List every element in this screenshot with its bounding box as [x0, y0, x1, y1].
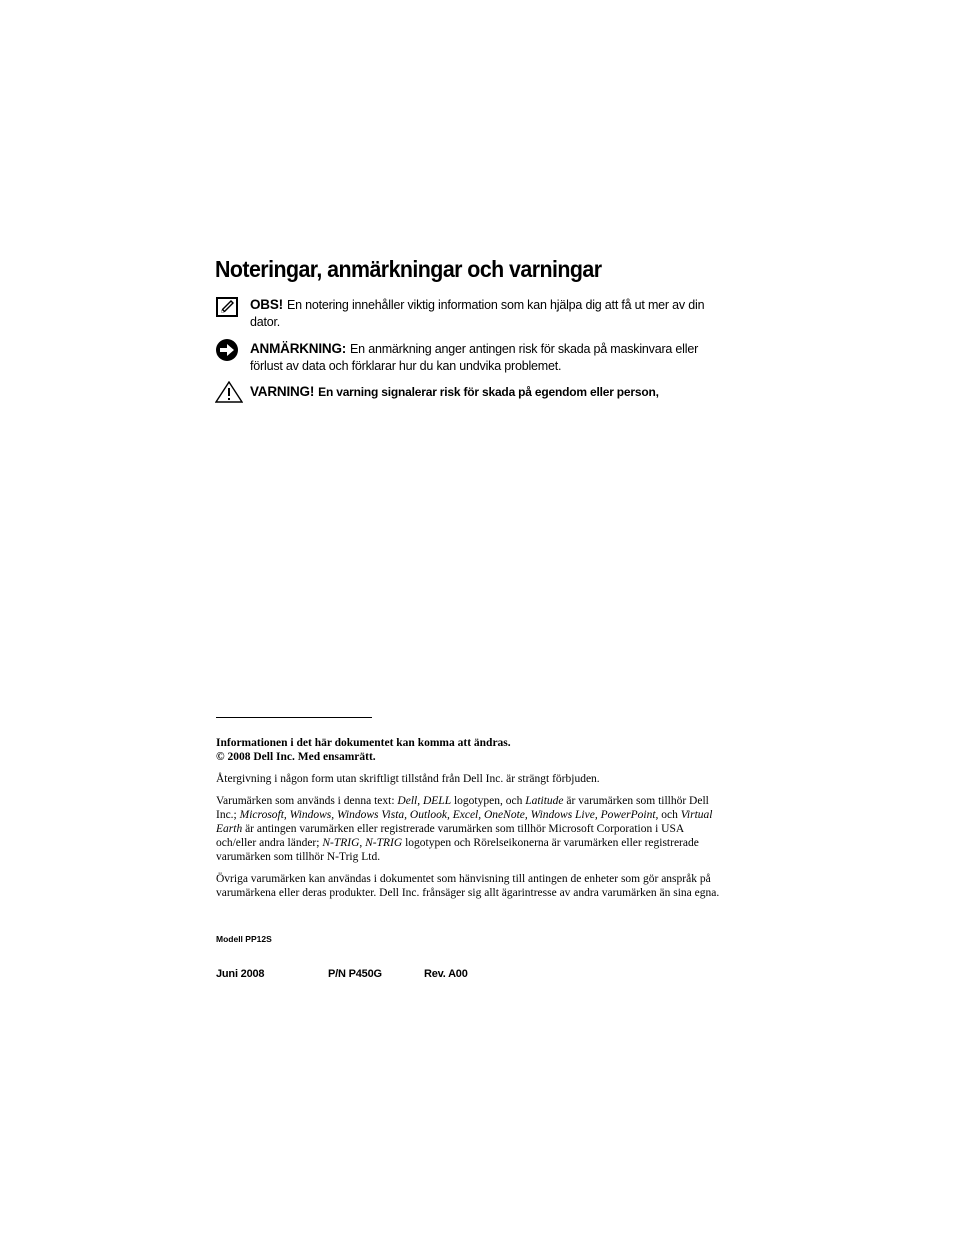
tm-virtual-earth: Virtual Earth [216, 809, 713, 835]
notice-arrow-icon [215, 338, 239, 367]
tm-text-1: Varumärken som används i denna text: [216, 795, 398, 807]
anmarkning-note [215, 340, 725, 375]
tm-ntrig-2: N-TRIG [365, 837, 403, 849]
warning-triangle-icon [215, 381, 243, 408]
copyright: © 2008 Dell Inc. Med ensamrätt. [216, 751, 376, 763]
tm-text-8: logotypen och Rörelseikonerna är varumärken eller registrerade varumärken som tillhör N-Trig Ltd. [216, 837, 699, 863]
tm-ntrig-1: N-TRIG [322, 837, 360, 849]
separator-rule [216, 717, 372, 718]
reproduction-notice: Återgivning i någon form utan skriftligt tillstånd från Dell Inc. är strängt förbjuden. [216, 773, 600, 785]
obs-body: En notering innehåller viktig information som kan hjälpa dig att få ut mer av din dator. [250, 298, 705, 329]
change-notice: Informationen i det här dokumentet kan komma att ändras. [216, 737, 511, 749]
varning-note-text [250, 383, 725, 401]
tm-text-5: och [658, 809, 681, 821]
other-trademarks: Övriga varumärken kan användas i dokumentet som hänvisning till antingen de enheter som gör anspråk på varumärkena eller deras produkter. Dell Inc. frånsäger sig allt ägarintresse av andra varumärken än sina egna. [216, 873, 720, 899]
tm-text-7: , [359, 837, 366, 849]
varning-note [215, 383, 725, 401]
other-trademarks-block [216, 872, 721, 900]
change-notice-block [216, 736, 721, 764]
obs-note-text [250, 296, 725, 331]
tm-ms-products: Microsoft, Windows, Windows Vista, Outlook, Excel, OneNote, Windows Live, PowerPoint, [239, 809, 659, 821]
obs-label: OBS! [250, 297, 283, 312]
tm-dell: Dell [397, 795, 418, 807]
footer-part-number: P/N P450G [328, 968, 382, 980]
trademarks-paragraph [216, 794, 721, 864]
reproduction-block [216, 772, 721, 786]
anmarkning-label: ANMÄRKNING: [250, 341, 347, 356]
tm-latitude: Latitude [525, 795, 564, 807]
footer-revision: Rev. A00 [424, 968, 468, 980]
trademarks-block [216, 794, 721, 864]
tm-text-3: logotypen, och [451, 795, 526, 807]
tm-text-2: , [417, 795, 423, 807]
anmarkning-body: En anmärkning anger antingen risk för skada på maskinvara eller förlust av data och förklarar hur du kan undvika problemet. [250, 342, 699, 373]
footer-date: Juni 2008 [216, 968, 265, 980]
varning-label: VARNING! [250, 384, 315, 399]
tm-dell-caps: DELL [422, 795, 452, 807]
tm-text-4: är varumärken som tillhör Dell Inc.; [216, 795, 709, 821]
obs-note [215, 296, 725, 331]
tm-text-6: är antingen varumärken eller registrerade varumärken som tillhör Microsoft Corporation i USA och/eller andra länder; [216, 823, 684, 849]
anmarkning-note-text [250, 340, 725, 375]
model-number: Modell PP12S [216, 934, 272, 944]
varning-body: En varning signalerar risk för skada på egendom eller person, [318, 385, 659, 399]
page-title: Noteringar, anmärkningar och varningar [215, 256, 602, 282]
pencil-note-icon [215, 296, 239, 323]
